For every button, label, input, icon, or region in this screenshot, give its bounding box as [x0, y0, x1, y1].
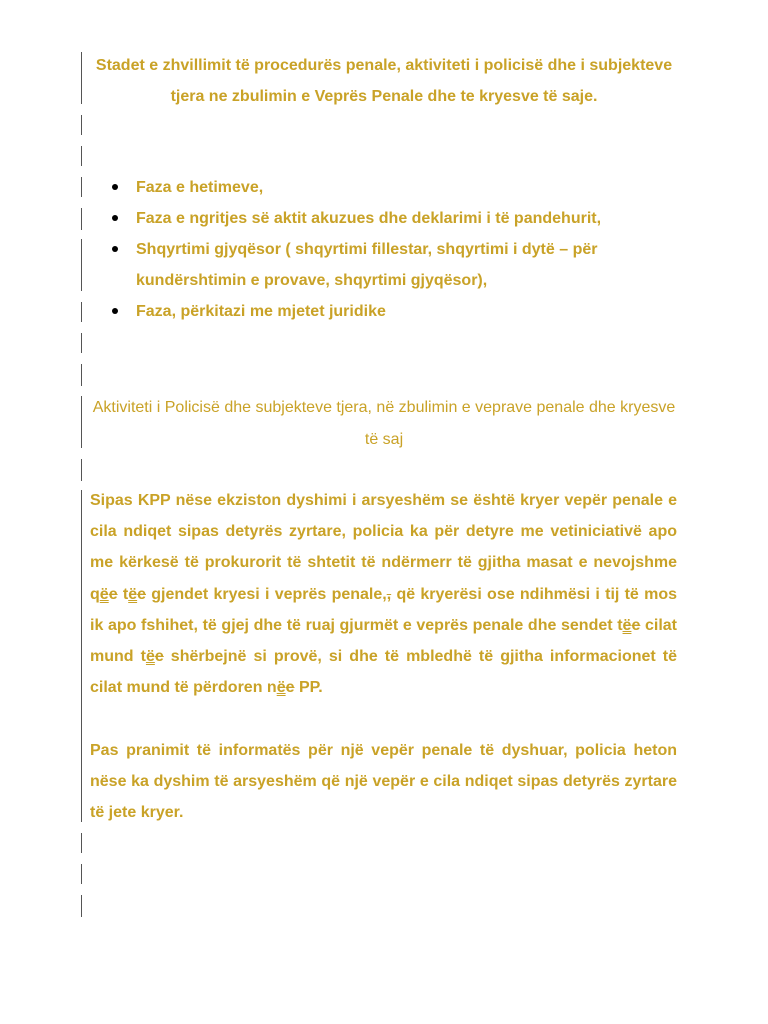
revision-bar: [81, 302, 82, 322]
revision-bar: [81, 459, 82, 481]
bullet-icon: [112, 184, 118, 190]
revision-bar: [81, 895, 82, 917]
revision-bar: [81, 208, 82, 230]
bullet-icon: [112, 215, 118, 221]
list-item: Shqyrtimi gjyqësor ( shqyrtimi fillestar, shqyrtimi i dytë – për kundërshtimin e provave, shqyrtimi gjyqësor),: [105, 234, 685, 296]
stages-list: [105, 172, 685, 327]
bullet-icon: [112, 246, 118, 252]
revision-bar: [81, 364, 82, 386]
revision-bar: [81, 333, 82, 353]
list-item: Faza, përkitazi me mjetet juridike: [105, 296, 685, 327]
section-heading: Aktiviteti i Policisë dhe subjekteve tjera, në zbulimin e veprave penale dhe kryesve të saj: [92, 399, 676, 448]
paragraph-information: Pas pranimit të informatës për një vepër penale të dyshuar, policia heton nëse ka dyshim të arsyeshëm që një vepër e cila ndiqet sipas detyrës zyrtare të jete kryer.: [90, 742, 677, 822]
revision-bar: [81, 396, 82, 448]
paragraph-kpp: Sipas KPP nëse ekziston dyshimi i arsyeshëm se është kryer vepër penale e cila ndiqet sipas detyrës zyrtare, policia ka për detyre me vetiniciativë apo me kërkesë të prokurorit të shtetit të ndërmerr të gjitha masat e nevojshme qëe tëe gjendet kryesi i veprës penale,, që kryerësi ose ndihmësi i tij të mos ik apo fshihet, të gjej dhe të ruaj gjurmët e veprës penale dhe sendet tëe cilat mund tëe shërbejnë si provë, si dhe të mbledhë të gjitha informacionet të cilat mund të përdoren nëe PP.: [90, 492, 678, 697]
document-title: Stadet e zhvillimit të procedurës penale, aktiviteti i policisë dhe i subjekteve tjera ne zbulimin e Veprës Penale dhe te kryesve të saje.: [95, 57, 673, 105]
revision-bar: [81, 864, 82, 884]
revision-bar: [81, 115, 82, 135]
list-item: Faza e hetimeve,: [105, 172, 685, 203]
revision-bar: [81, 239, 82, 291]
revision-bar: [81, 146, 82, 166]
revision-bar: [81, 490, 82, 822]
bullet-icon: [112, 308, 118, 314]
revision-bar: [81, 52, 82, 104]
revision-bar: [81, 177, 82, 197]
revision-bar: [81, 833, 82, 853]
list-item: Faza e ngritjes së aktit akuzues dhe deklarimi i të pandehurit,: [105, 203, 685, 234]
